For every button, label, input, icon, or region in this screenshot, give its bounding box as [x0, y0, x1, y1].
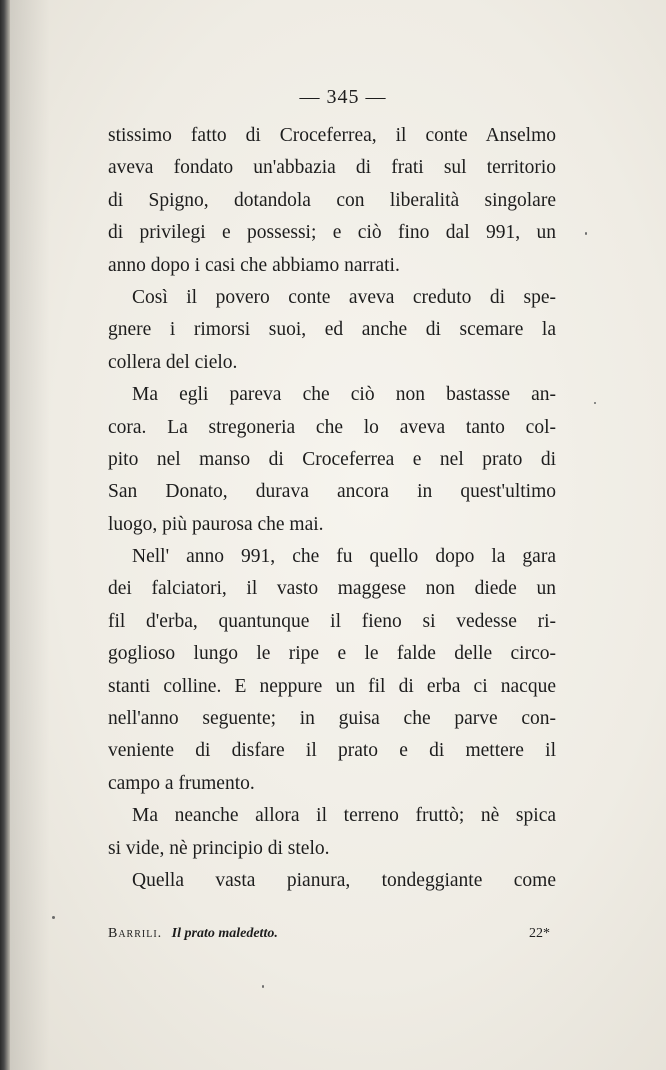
page-number: — 345 — — [299, 86, 387, 108]
text-line: Ma egli pareva che ciò non bastasse an- — [132, 384, 556, 406]
paper-speck — [585, 232, 587, 235]
text-line: stanti colline. E neppure un fil di erba ci nacque — [108, 675, 556, 697]
text-line: cora. La stregoneria che lo aveva tanto col- — [108, 416, 556, 438]
text-line: fil d'erba, quantunque il fieno si vedesse ri- — [108, 610, 556, 632]
text-line: dei falciatori, il vasto maggese non diede un — [108, 578, 556, 600]
text-line: stissimo fatto di Croceferrea, il conte Anselmo — [108, 125, 556, 146]
footer-signature-mark: 22* — [529, 926, 550, 941]
paper-speck — [52, 916, 55, 919]
text-line: luogo, più paurosa che mai. — [108, 513, 324, 535]
text-line: San Donato, durava ancora in quest'ultimo — [108, 481, 556, 503]
text-line: Nell' anno 991, che fu quello dopo la gara — [132, 546, 556, 568]
text-line: pito nel manso di Croceferrea e nel prato di — [108, 448, 556, 470]
text-line: Così il povero conte aveva creduto di spe- — [132, 286, 556, 308]
text-line: gnere i rimorsi suoi, ed anche di scemare la — [108, 319, 556, 341]
text-line: collera del cielo. — [108, 351, 238, 373]
page-footer — [108, 926, 556, 950]
footer-book-title: Il prato maledetto. — [171, 926, 278, 941]
text-line: di privilegi e possessi; e ciò fino dal 991, un — [108, 222, 556, 244]
text-line: di Spigno, dotandola con liberalità singolare — [108, 189, 556, 211]
text-line: Ma neanche allora il terreno fruttò; nè spica — [132, 805, 556, 827]
text-line: anno dopo i casi che abbiamo narrati. — [108, 254, 400, 276]
body-text — [108, 120, 556, 897]
text-line: veniente di disfare il prato e di mettere il — [108, 740, 556, 762]
text-line: aveva fondato un'abbazia di frati sul territorio — [108, 157, 556, 179]
text-line: nell'anno seguente; in guisa che parve con- — [108, 708, 556, 730]
page-binding-edge — [0, 0, 10, 1070]
paper-speck — [594, 402, 596, 404]
footer-author: Barrili. — [108, 926, 163, 941]
text-line: campo a frumento. — [108, 772, 255, 794]
page-binding-shadow — [10, 0, 50, 1070]
text-line: si vide, nè principio di stelo. — [108, 837, 330, 859]
text-line: Quella vasta pianura, tondeggiante come — [132, 869, 556, 891]
text-line: goglioso lungo le ripe e le falde delle circo- — [108, 643, 556, 665]
paper-speck — [262, 985, 264, 988]
